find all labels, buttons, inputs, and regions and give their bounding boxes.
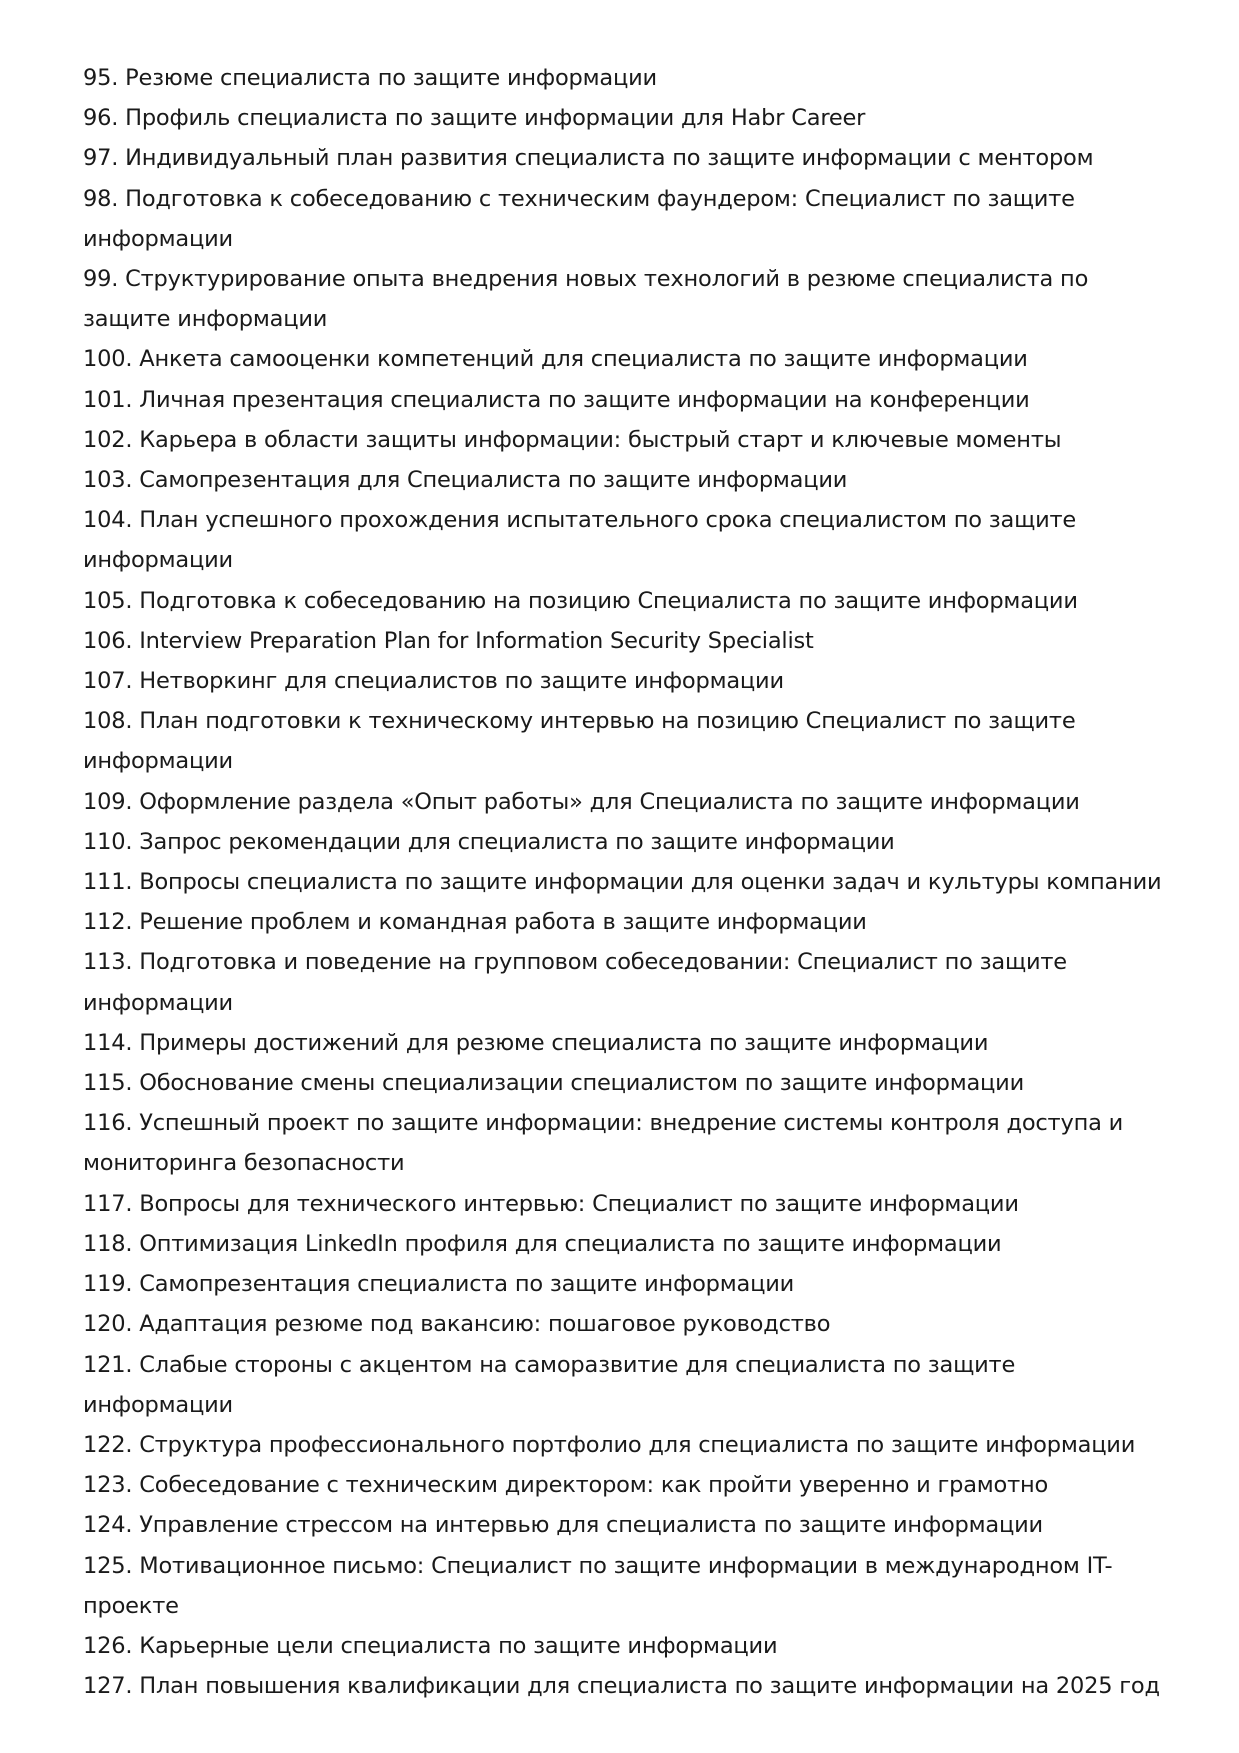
document-page bbox=[83, 58, 1163, 1706]
list-item: 102. Карьера в области защиты информации: быстрый старт и ключевые моменты bbox=[83, 426, 1062, 453]
list-item: 99. Структурирование опыта внедрения новых технологий в резюме специалиста по защите информации bbox=[83, 266, 1089, 333]
list-item: 116. Успешный проект по защите информации: внедрение системы контроля доступа и мониторинга безопасности bbox=[83, 1110, 1124, 1177]
list-item: 119. Самопрезентация специалиста по защите информации bbox=[83, 1271, 795, 1298]
list-item: 105. Подготовка к собеседованию на позицию Специалиста по защите информации bbox=[83, 587, 1078, 614]
list-item: 122. Структура профессионального портфолио для специалиста по защите информации bbox=[83, 1431, 1136, 1458]
list-item: 121. Слабые стороны с акцентом на саморазвитие для специалиста по защите информации bbox=[83, 1351, 1016, 1418]
list-item: 112. Решение проблем и командная работа в защите информации bbox=[83, 909, 867, 936]
list-item: 125. Мотивационное письмо: Специалист по защите информации в международном IT-проекте bbox=[83, 1552, 1113, 1619]
list-item: 124. Управление стрессом на интервью для специалиста по защите информации bbox=[83, 1512, 1043, 1539]
list-item: 115. Обоснование смены специализации специалистом по защите информации bbox=[83, 1070, 1025, 1097]
list-item: 111. Вопросы специалиста по защите информации для оценки задач и культуры компании bbox=[83, 869, 1162, 896]
list-item: 120. Адаптация резюме под вакансию: пошаговое руководство bbox=[83, 1311, 831, 1338]
list-item: 106. Interview Preparation Plan for Information Security Specialist bbox=[83, 627, 814, 654]
topic-list bbox=[83, 58, 1163, 1706]
list-item: 110. Запрос рекомендации для специалиста по защите информации bbox=[83, 828, 895, 855]
list-item: 101. Личная презентация специалиста по защите информации на конференции bbox=[83, 386, 1030, 413]
list-item: 123. Собеседование с техническим директором: как пройти уверенно и грамотно bbox=[83, 1472, 1049, 1499]
list-item: 107. Нетворкинг для специалистов по защите информации bbox=[83, 668, 784, 695]
list-item: 113. Подготовка и поведение на групповом собеседовании: Специалист по защите информации bbox=[83, 949, 1067, 1016]
list-item: 98. Подготовка к собеседованию с техническим фаундером: Специалист по защите информации bbox=[83, 185, 1075, 252]
list-item: 117. Вопросы для технического интервью: Специалист по защите информации bbox=[83, 1190, 1019, 1217]
list-item: 95. Резюме специалиста по защите информации bbox=[83, 65, 657, 91]
list-item: 114. Примеры достижений для резюме специалиста по защите информации bbox=[83, 1029, 989, 1056]
list-item: 109. Оформление раздела «Опыт работы» для Специалиста по защите информации bbox=[83, 788, 1080, 815]
list-item: 97. Индивидуальный план развития специалиста по защите информации с ментором bbox=[83, 145, 1094, 172]
list-item: 100. Анкета самооценки компетенций для специалиста по защите информации bbox=[83, 346, 1028, 373]
list-item: 96. Профиль специалиста по защите информации для Habr Career bbox=[83, 105, 866, 132]
list-item: 108. План подготовки к техническому интервью на позицию Специалист по защите информации bbox=[83, 708, 1076, 775]
list-item: 118. Оптимизация LinkedIn профиля для специалиста по защите информации bbox=[83, 1230, 1002, 1257]
list-item: 104. План успешного прохождения испытательного срока специалистом по защите информации bbox=[83, 507, 1077, 574]
list-item: 127. План повышения квалификации для специалиста по защите информации на 2025 год bbox=[83, 1673, 1160, 1700]
list-item: 103. Самопрезентация для Специалиста по защите информации bbox=[83, 467, 848, 494]
list-item: 126. Карьерные цели специалиста по защите информации bbox=[83, 1632, 778, 1659]
